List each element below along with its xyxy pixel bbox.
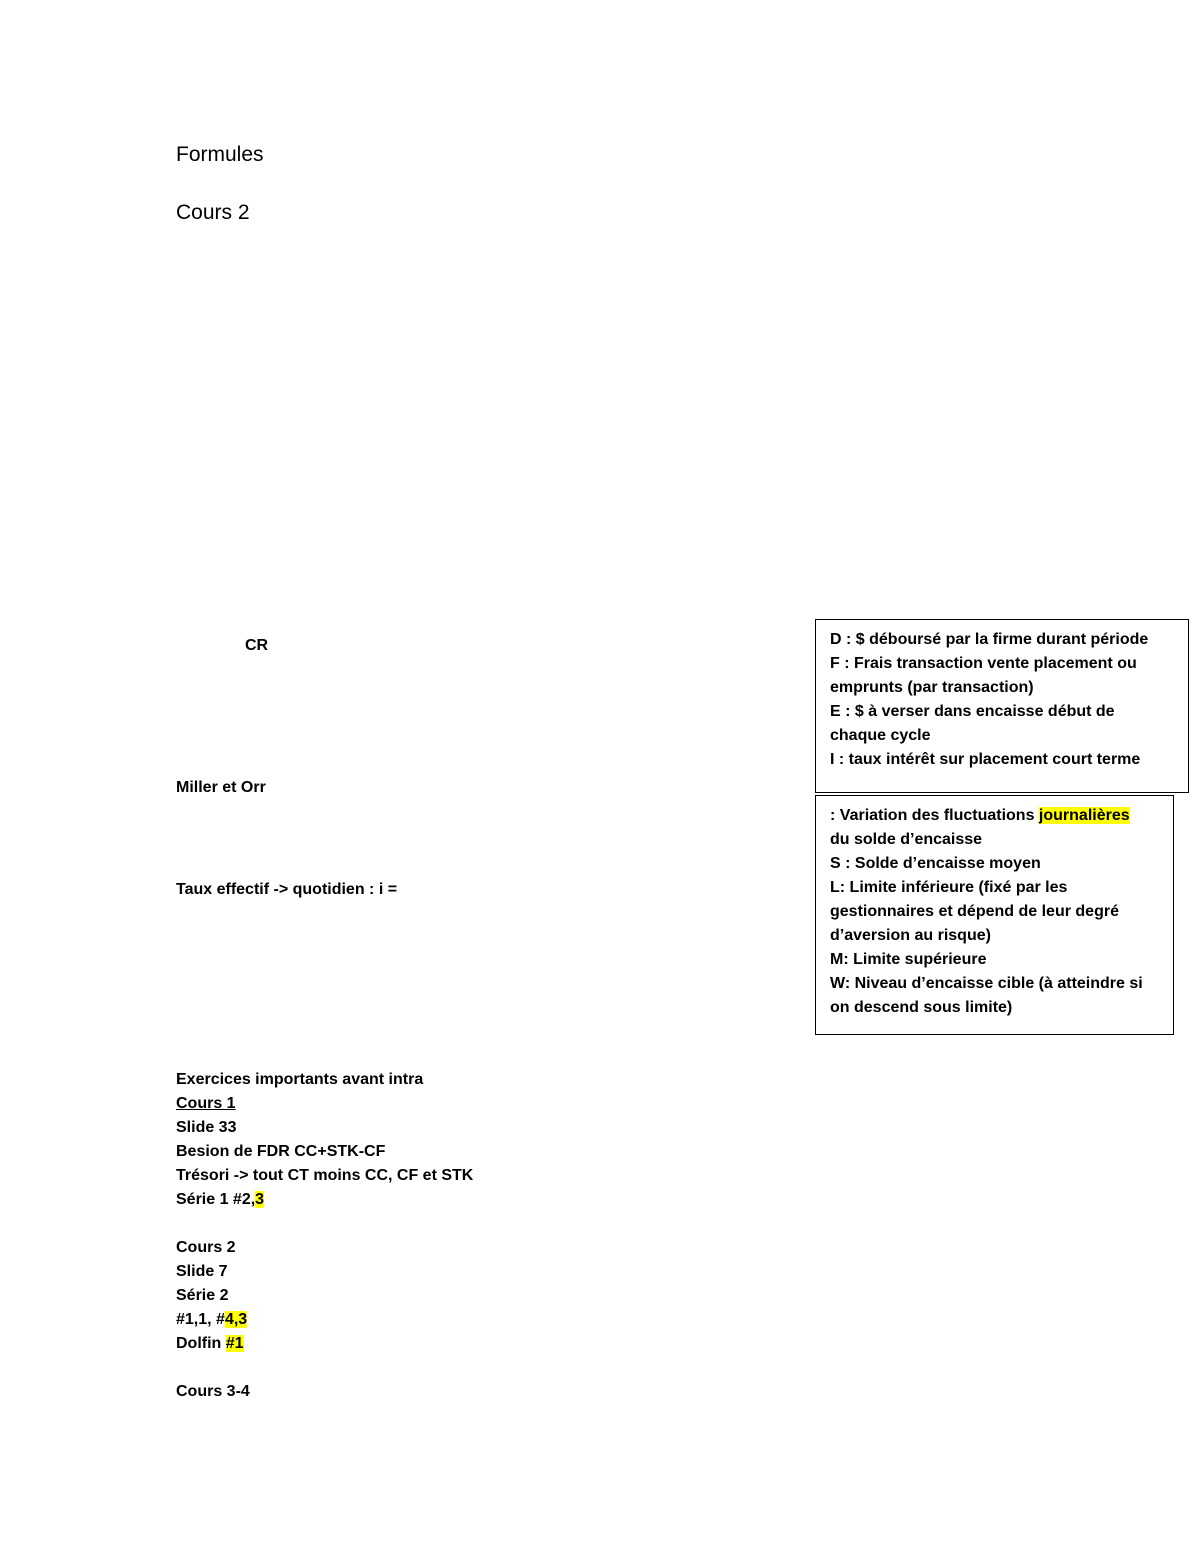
exercise-text: Série 1 #2, <box>176 1191 256 1208</box>
exercises-slide-33: Slide 33 <box>176 1119 237 1136</box>
definition-line: chaque cycle <box>830 727 931 744</box>
highlighted-text: #1 <box>225 1335 244 1352</box>
definition-line: E : $ à verser dans encaisse début de <box>830 703 1115 720</box>
exercise-text: #1,1, # <box>176 1311 225 1328</box>
section-heading-cours-2: Cours 2 <box>176 201 250 224</box>
definition-line: on descend sous limite) <box>830 999 1013 1016</box>
definition-line <box>830 804 1159 828</box>
definition-line: M: Limite supérieure <box>830 951 987 968</box>
exercises-cours-2: Cours 2 <box>176 1239 236 1256</box>
exercises-cours-3-4: Cours 3-4 <box>176 1383 250 1400</box>
exercises-title: Exercices importants avant intra <box>176 1071 424 1088</box>
exercises-besoin-fdr: Besion de FDR CC+STK-CF <box>176 1143 386 1160</box>
definition-line: F : Frais transaction vente placement ou <box>830 655 1137 672</box>
definition-line: D : $ déboursé par la firme durant période <box>830 631 1149 648</box>
definition-line: W: Niveau d’encaisse cible (à atteindre si <box>830 975 1143 992</box>
exercises-cours-1: Cours 1 <box>176 1095 236 1112</box>
definitions-box-cr <box>815 619 1189 793</box>
label-miller-orr: Miller et Orr <box>176 779 266 796</box>
exercises-tresorerie: Trésori -> tout CT moins CC, CF et STK <box>176 1167 474 1184</box>
definition-line: du solde d’encaisse <box>830 831 983 848</box>
label-taux-effectif: Taux effectif -> quotidien : i = <box>176 881 398 898</box>
highlighted-text: 4,3 <box>224 1311 248 1328</box>
exercise-text: Dolfin <box>176 1335 226 1352</box>
exercises-numbers <box>176 1311 247 1329</box>
definition-line: I : taux intérêt sur placement court terme <box>830 751 1141 768</box>
exercises-serie-1 <box>176 1191 264 1209</box>
definitions-box-miller-orr <box>815 795 1174 1035</box>
exercises-slide-7: Slide 7 <box>176 1263 228 1280</box>
definition-line: L: Limite inférieure (fixé par les <box>830 879 1068 896</box>
page-title: Formules <box>176 143 264 166</box>
label-cr: CR <box>245 637 269 654</box>
highlighted-text: 3 <box>255 1191 265 1208</box>
definition-text: : Variation des fluctuations <box>830 807 1039 824</box>
exercises-dolfin <box>176 1335 244 1353</box>
exercises-serie-2: Série 2 <box>176 1287 229 1304</box>
definition-line: S : Solde d’encaisse moyen <box>830 855 1041 872</box>
definition-line: d’aversion au risque) <box>830 927 991 944</box>
definition-line: gestionnaires et dépend de leur degré <box>830 903 1119 920</box>
highlighted-text: journalières <box>1038 807 1130 824</box>
definition-line: emprunts (par transaction) <box>830 679 1034 696</box>
